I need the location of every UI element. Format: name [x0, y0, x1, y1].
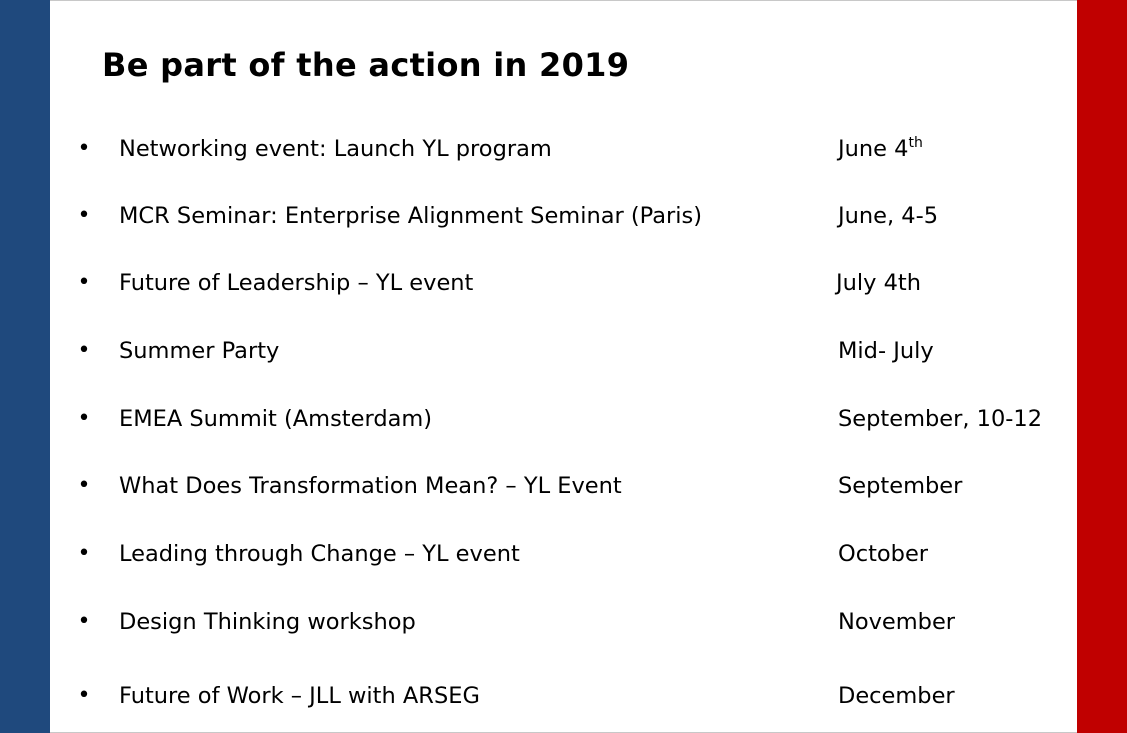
event-row [0, 401, 1077, 437]
event-row [0, 604, 1077, 640]
event-row [0, 131, 1077, 167]
bullet-icon: • [77, 406, 91, 431]
event-name: Design Thinking workshop [119, 609, 416, 635]
bullet-icon: • [77, 609, 91, 634]
bullet-icon: • [77, 203, 91, 228]
right-color-band [1077, 0, 1127, 733]
event-date: November [838, 609, 956, 635]
slide-title: Be part of the action in 2019 [102, 46, 630, 84]
event-name: Future of Leadership – YL event [119, 270, 474, 296]
event-row [0, 536, 1077, 572]
event-date: July 4th [836, 270, 922, 296]
event-row [0, 333, 1077, 369]
event-row [0, 468, 1077, 504]
event-date: September [838, 473, 963, 499]
date-ordinal-suffix: th [908, 135, 923, 151]
bullet-icon: • [77, 683, 91, 708]
event-date: September, 10-12 [838, 406, 1043, 432]
event-name: Leading through Change – YL event [119, 541, 520, 567]
event-name: Future of Work – JLL with ARSEG [119, 683, 480, 709]
event-name: MCR Seminar: Enterprise Alignment Seminar (Paris) [119, 203, 703, 229]
event-row [0, 265, 1077, 301]
event-row [0, 678, 1077, 714]
event-name: EMEA Summit (Amsterdam) [119, 406, 433, 432]
event-row [0, 198, 1077, 234]
event-date: June 4th [838, 135, 923, 162]
bullet-icon: • [77, 270, 91, 295]
event-date: Mid- July [838, 338, 934, 364]
event-name: What Does Transformation Mean? – YL Event [119, 473, 622, 499]
bullet-icon: • [77, 541, 91, 566]
event-name: Summer Party [119, 338, 280, 364]
bullet-icon: • [77, 473, 91, 498]
bullet-icon: • [77, 338, 91, 363]
bullet-icon: • [77, 136, 91, 161]
event-date: December [838, 683, 955, 709]
event-date: October [838, 541, 929, 567]
event-date: June, 4-5 [838, 203, 939, 229]
event-name: Networking event: Launch YL program [119, 136, 552, 162]
